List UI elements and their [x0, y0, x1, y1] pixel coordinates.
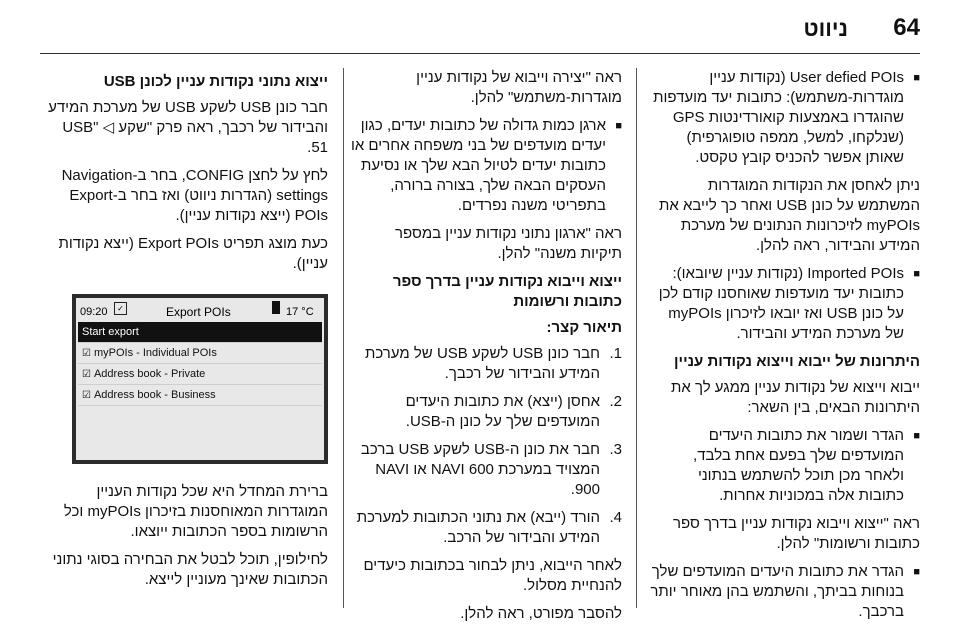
step-number: 2. — [609, 393, 622, 410]
paragraph: חבר כונן USB לשקע USB של מערכת המידע והבידור של רכבך, ראה פרק "שקע USB" ◁ 51. — [48, 99, 328, 156]
bullet-imported-pois: ■ Imported POIs (נקודות עניין שיובאו): כתובות יעד מועדפות שאוחסנו קודם לכן על כונן USB ואז יובאו לזיכרון myPOIs של מערכת המידע והבידור. — [658, 265, 920, 342]
screen-menu — [78, 322, 322, 406]
subheading-short-description: תיאור קצר: — [546, 319, 622, 336]
export-pois-screenshot — [72, 294, 328, 464]
column-middle — [350, 68, 622, 632]
screen-status-bar — [76, 298, 324, 320]
bullet-define-once: ■ הגדר ושמור את כתובות היעדים המועדפים שלך בפעם אחת בלבד, ולאחר מכן תוכל להשתמש בנתוני כתובות אלה במכוניות אחרות. — [693, 427, 920, 504]
bullet-user-defined-pois: ■ User defied POIs (נקודות עניין מוגדרות-משתמש): כתובות יעד מועדפות שהוגדרו באמצעות קואורדינטות GPS (שנלקחו, למשל, ממפה טופוגרפית) שאותן אפשר להכניס קובץ טקסט. — [653, 69, 920, 166]
menu-item-start-export: Start export — [78, 322, 322, 343]
step-number: 4. — [609, 509, 622, 526]
paragraph: ראה "יצירה וייבוא של נקודות עניין מוגדרות-משתמש" להלן. — [416, 69, 622, 106]
paragraph: ראה "ייצוא וייבוא נקודות עניין בדרך ספר כתובות ורשומות" להלן. — [672, 515, 920, 552]
subheading-export-to-usb: ייצוא נתוני נקודות עניין לכונן USB — [103, 73, 328, 90]
column-right — [650, 68, 920, 630]
page-number: 64 — [893, 14, 920, 41]
menu-item-mypois: ☑ myPOIs - Individual POIs — [78, 343, 322, 364]
subheading-advantages: היתרונות של ייבוא וייצוא נקודות עניין — [674, 353, 920, 370]
step-number: 1. — [609, 345, 622, 362]
step-text: הורד (ייבא) את נתוני הכתובות למערכת המידע והבידור של הרכב. — [356, 509, 600, 546]
subheading-export-import: ייצוא וייבוא נקודות עניין בדרך ספר כתובות ורשומות — [392, 273, 622, 310]
column-divider-right — [636, 68, 637, 608]
paragraph: לאחר הייבוא, ניתן לבחור בכתובות כיעדים להנחיית מסלול. — [363, 557, 622, 594]
paragraph: לחילופין, תוכל לבטל את הבחירה בסוגי נתוני הכתובות שאינך מעוניין לייצא. — [52, 551, 328, 588]
step-item — [350, 344, 622, 384]
bullet-icon: ■ — [913, 430, 920, 442]
column-divider-left — [343, 68, 344, 608]
bullet-define-at-home: ■ הגדר את כתובות היעדים המועדפים שלך בנוחות בביתך, והשתמש בהן מאוחר יותר ברכבך. — [650, 563, 920, 620]
section-title: ניווט — [803, 16, 848, 41]
paragraph: להסבר מפורט, ראה להלן. — [460, 605, 622, 622]
column-left — [38, 68, 328, 598]
checkbox-checked-icon: ☑ — [82, 369, 91, 380]
checkbox-checked-icon: ☑ — [82, 348, 91, 359]
step-item — [350, 508, 622, 548]
bullet-icon: ■ — [615, 120, 622, 132]
step-text: אחסן (ייצא) את כתובות היעדים המועדפים שלך על כונן ה-USB. — [405, 393, 600, 430]
nav-back-icon: ✓ — [114, 302, 127, 315]
page-header — [0, 14, 960, 44]
step-number: 3. — [609, 441, 622, 458]
menu-item-address-business: ☑ Address book - Business — [78, 385, 322, 406]
screen-clock: 09:20 — [80, 306, 108, 318]
header-divider — [40, 53, 920, 54]
paragraph: לחץ על לחצן CONFIG, בחר ב-Navigation settings (הגדרות ניווט) ואז בחר ב-Export POIs (ייצא נקודות עניין). — [61, 167, 328, 224]
screen-title: Export POIs — [166, 305, 231, 319]
phone-icon — [272, 301, 280, 314]
step-text: חבר כונן USB לשקע USB של מערכת המידע והבידור של רכבך. — [365, 345, 600, 382]
paragraph: ראה "ארגון נתוני נקודות עניין במספר תיקיות משנה" להלן. — [395, 225, 622, 262]
step-item — [350, 392, 622, 432]
step-item — [350, 440, 622, 500]
paragraph: ניתן לאחסן את הנקודות המוגדרות המשתמש על כונן USB ואחר כך לייבא את myPOIs לזיכרונות הנתונים של מערכת המידע והבידור, ראה להלן. — [659, 177, 920, 254]
paragraph: כעת מוצג תפריט Export POIs (ייצא נקודות עניין). — [58, 235, 328, 272]
bullet-icon: ■ — [913, 72, 920, 84]
bullet-icon: ■ — [913, 268, 920, 280]
menu-item-address-private: ☑ Address book - Private — [78, 364, 322, 385]
paragraph: ברירת המחדל היא שכל נקודות העניין המוגדרות המאוחסנות בזיכרון myPOIs וכל הרשומות בספר הכתובות ייוצאו. — [63, 483, 328, 540]
screen-display — [76, 298, 324, 460]
checkbox-checked-icon: ☑ — [82, 390, 91, 401]
step-text: חבר את כונן ה-USB לשקע USB ברכב המצויד במערכת NAVI 600 או NAVI 900. — [360, 441, 600, 498]
bullet-icon: ■ — [913, 566, 920, 578]
paragraph: ייבוא וייצוא של נקודות עניין ממגע לך את היתרונות הבאים, בין השאר: — [671, 379, 920, 416]
screen-temperature: 17 °C — [286, 306, 314, 318]
bullet-organize-addresses: ■ ארגן כמות גדולה של כתובות יעדים, כגון יעדים מועדפים של בני משפחה אחרים או כתובות יעדים לטיול הבא שלך או נסיעת העסקים הבאה שלך, בצורה ברורה, בתפריטי משנה נפרדים. — [350, 117, 622, 214]
